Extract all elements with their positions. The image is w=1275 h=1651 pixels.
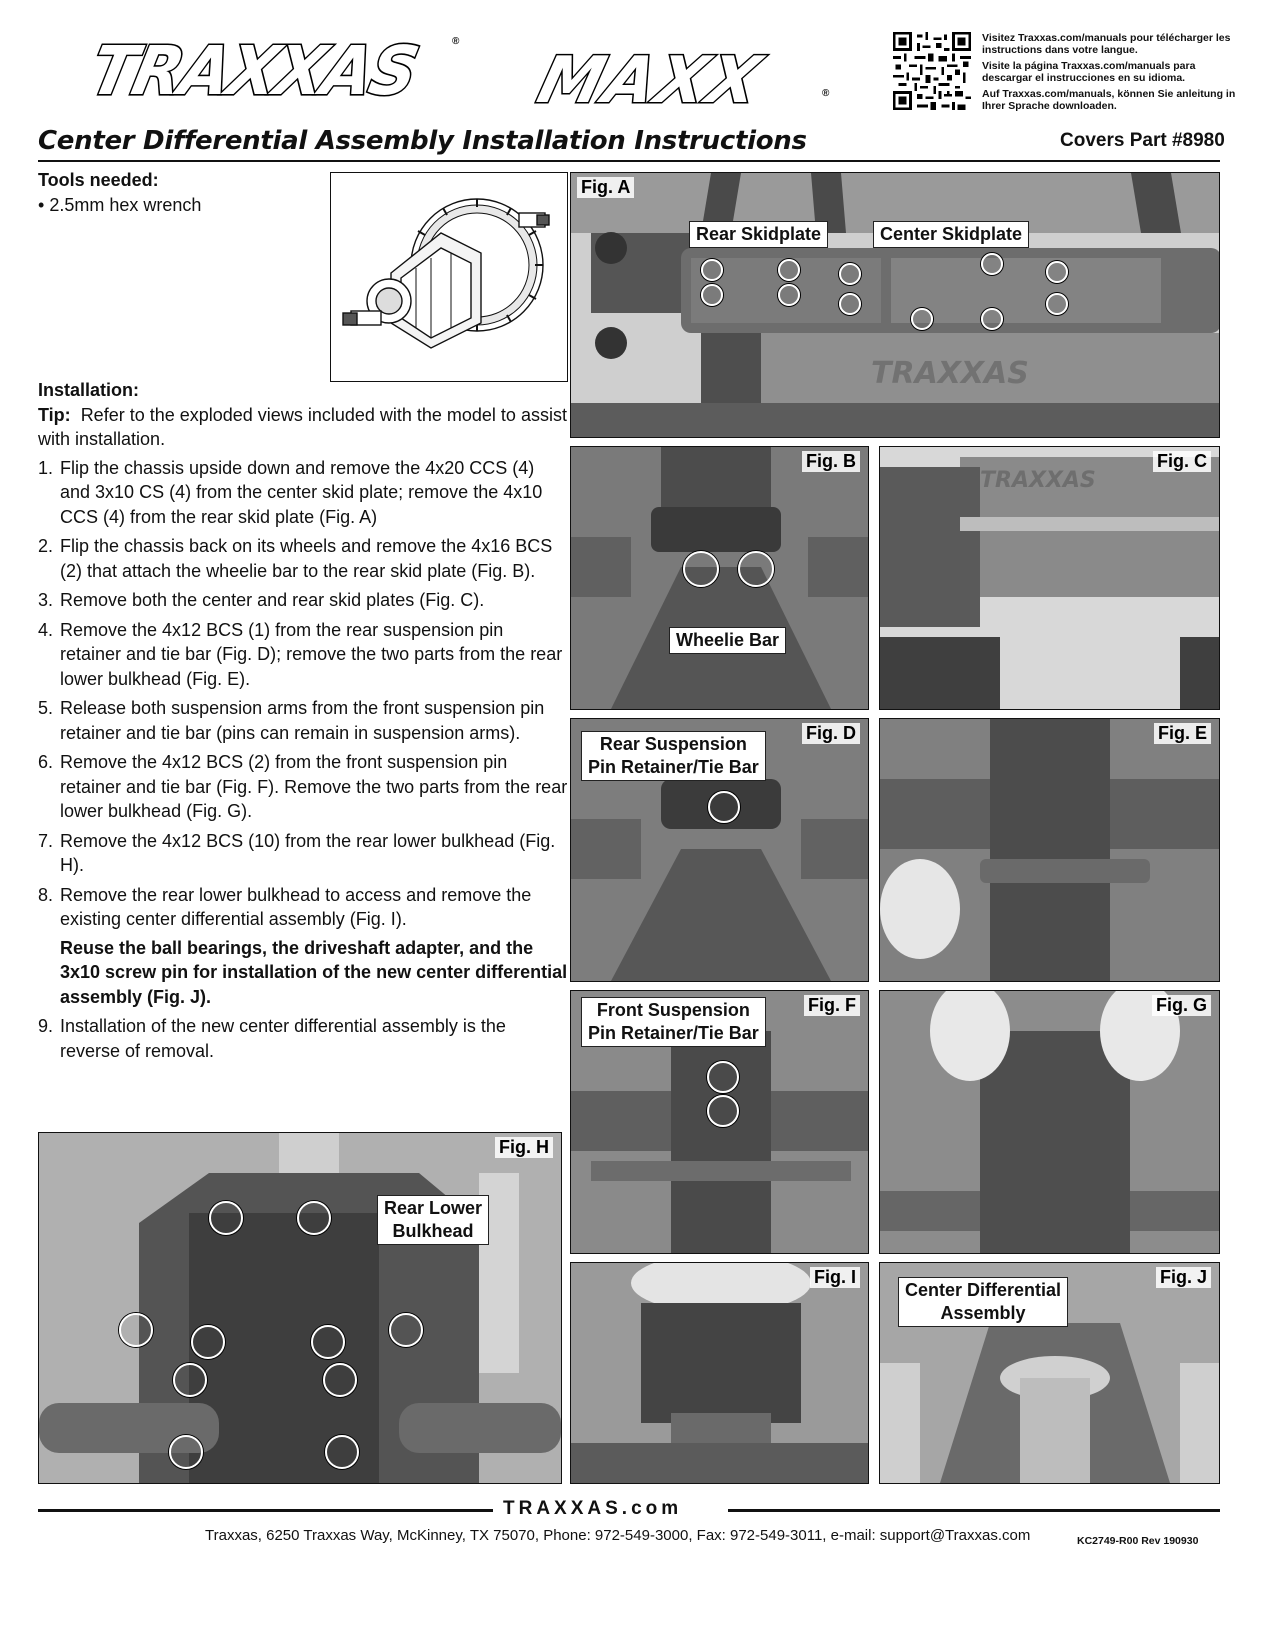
screw-marker: [119, 1313, 153, 1347]
screw-marker: [839, 293, 861, 315]
figure-c: [879, 446, 1220, 710]
fig-a-watermark: TRAXXAS: [871, 356, 1029, 391]
language-note-fr: Visitez Traxxas.com/manuals pour télécharger les instructions dans votre langue.: [982, 32, 1231, 56]
fig-f-label: Fig. F: [804, 995, 860, 1016]
fig-f-callout: Front Suspension Pin Retainer/Tie Bar: [581, 997, 766, 1047]
figure-a: [570, 172, 1220, 438]
installation-tip: Tip: Refer to the exploded views included with the model to assist with installation.: [38, 404, 567, 449]
screw-marker: [981, 253, 1003, 275]
fig-j-label: Fig. J: [1156, 1267, 1211, 1288]
step-8: 8. Remove the rear lower bulkhead to access and remove the existing center differential assembly (Fig. I). Reuse the ball bearings, the driveshaft adapter, and the 3x10 screw pin for installation of the new center differential assembly (Fig. J).: [38, 883, 568, 1010]
figure-f: [570, 990, 869, 1254]
screw-marker: [389, 1313, 423, 1347]
screw-marker: [323, 1363, 357, 1397]
screw-marker: [311, 1325, 345, 1359]
screw-marker: [778, 259, 800, 281]
step-9: 9. Installation of the new center differential assembly is the reverse of removal.: [38, 1016, 506, 1061]
registered-mark-maxx: ®: [822, 88, 830, 99]
covers-part: Covers Part #8980: [1060, 130, 1225, 151]
step-5: 5. Release both suspension arms from the front suspension pin retainer and tie bar (pins can remain in suspension arms).: [38, 698, 545, 743]
language-note-de: Auf Traxxas.com/manuals, können Sie anleitung in Ihrer Sprache downloaden.: [982, 88, 1236, 112]
qr-code: [893, 32, 971, 110]
figure-b: [570, 446, 869, 710]
screw-marker: [981, 308, 1003, 330]
page-title: Center Differential Assembly Installation Instructions: [38, 126, 807, 156]
traxxas-logo: TRAXXAS: [83, 33, 423, 111]
screw-marker: [173, 1363, 207, 1397]
step-6: 6. Remove the 4x12 BCS (2) from the front suspension pin retainer and tie bar (Fig. F). Remove the two parts from the rear lower bulkhead (Fig. G).: [38, 752, 568, 821]
screw-marker: [839, 263, 861, 285]
center-differential-part-image: [330, 172, 568, 382]
screw-marker: [738, 551, 774, 587]
screw-marker: [169, 1435, 203, 1469]
figure-i: [570, 1262, 869, 1484]
screw-marker: [707, 1095, 739, 1127]
figure-j: [879, 1262, 1220, 1484]
language-note-es: Visite la página Traxxas.com/manuals para descargar el instrucciones en su idioma.: [982, 60, 1196, 84]
fig-e-label: Fig. E: [1154, 723, 1211, 744]
screw-marker: [707, 1061, 739, 1093]
screw-marker: [209, 1201, 243, 1235]
fig-h-callout: Rear Lower Bulkhead: [377, 1195, 489, 1245]
title-divider: [38, 160, 1220, 162]
tools-heading: Tools needed:: [38, 170, 159, 190]
footer-divider-right: [728, 1509, 1220, 1512]
figure-d: [570, 718, 869, 982]
screw-marker: [191, 1325, 225, 1359]
fig-g-label: Fig. G: [1152, 995, 1211, 1016]
footer-address: Traxxas, 6250 Traxxas Way, McKinney, TX 75070, Phone: 972-549-3000, Fax: 972-549-3011, e-mail: support@Traxxas.com: [205, 1527, 1031, 1544]
installation-section: [38, 378, 568, 1068]
fig-a-label: Fig. A: [577, 177, 634, 198]
step-3: 3. Remove both the center and rear skid plates (Fig. C).: [38, 590, 485, 610]
installation-steps: [38, 456, 568, 1064]
fig-i-label: Fig. I: [810, 1267, 860, 1288]
fig-c-watermark: TRAXXAS: [980, 468, 1096, 493]
fig-d-callout: Rear Suspension Pin Retainer/Tie Bar: [581, 731, 766, 781]
footer-website: TRAXXAS.com: [503, 1498, 683, 1519]
fig-b-callout-wheelie-bar: Wheelie Bar: [669, 627, 786, 654]
figure-e: [879, 718, 1220, 982]
screw-marker: [683, 551, 719, 587]
registered-mark: ®: [452, 36, 460, 47]
fig-h-label: Fig. H: [495, 1137, 553, 1158]
screw-marker: [701, 284, 723, 306]
footer-document-code: KC2749-R00 Rev 190930: [1077, 1535, 1199, 1547]
screw-marker: [325, 1435, 359, 1469]
step-1: 1. Flip the chassis upside down and remove the 4x20 CCS (4) and 3x10 CS (4) from the center skid plate; remove the 4x10 CCS (4) from the rear skid plate (Fig. A): [38, 457, 543, 527]
installation-heading: Installation:: [38, 380, 140, 400]
fig-d-label: Fig. D: [802, 723, 860, 744]
fig-c-label: Fig. C: [1153, 451, 1211, 472]
screw-marker: [911, 308, 933, 330]
step-8-note: Reuse the ball bearings, the driveshaft adapter, and the 3x10 screw pin for installation of the new center differential assembly (Fig. J).: [60, 937, 568, 1007]
screw-marker: [708, 791, 740, 823]
screw-marker: [1046, 293, 1068, 315]
step-4: 4. Remove the 4x12 BCS (1) from the rear suspension pin retainer and tie bar (Fig. D); remove the two parts from the rear lower bulkhead (Fig. E).: [38, 619, 563, 689]
fig-a-callout-center-skidplate: Center Skidplate: [873, 221, 1029, 248]
figure-h: [38, 1132, 562, 1484]
maxx-logo: MAXX: [530, 44, 770, 118]
fig-j-callout: Center Differential Assembly: [898, 1277, 1068, 1327]
fig-a-callout-rear-skidplate: Rear Skidplate: [689, 221, 828, 248]
tools-item: • 2.5mm hex wrench: [38, 195, 202, 215]
footer-divider-left: [38, 1509, 493, 1512]
step-2: 2. Flip the chassis back on its wheels and remove the 4x16 BCS (2) that attach the wheelie bar to the rear skid plate (Fig. B).: [38, 536, 553, 581]
figure-g: [879, 990, 1220, 1254]
screw-marker: [297, 1201, 331, 1235]
screw-marker: [1046, 261, 1068, 283]
fig-b-label: Fig. B: [802, 451, 860, 472]
language-notes: [982, 32, 1242, 116]
step-7: 7. Remove the 4x12 BCS (10) from the rear lower bulkhead (Fig. H).: [38, 830, 556, 875]
screw-marker: [778, 284, 800, 306]
screw-marker: [701, 259, 723, 281]
